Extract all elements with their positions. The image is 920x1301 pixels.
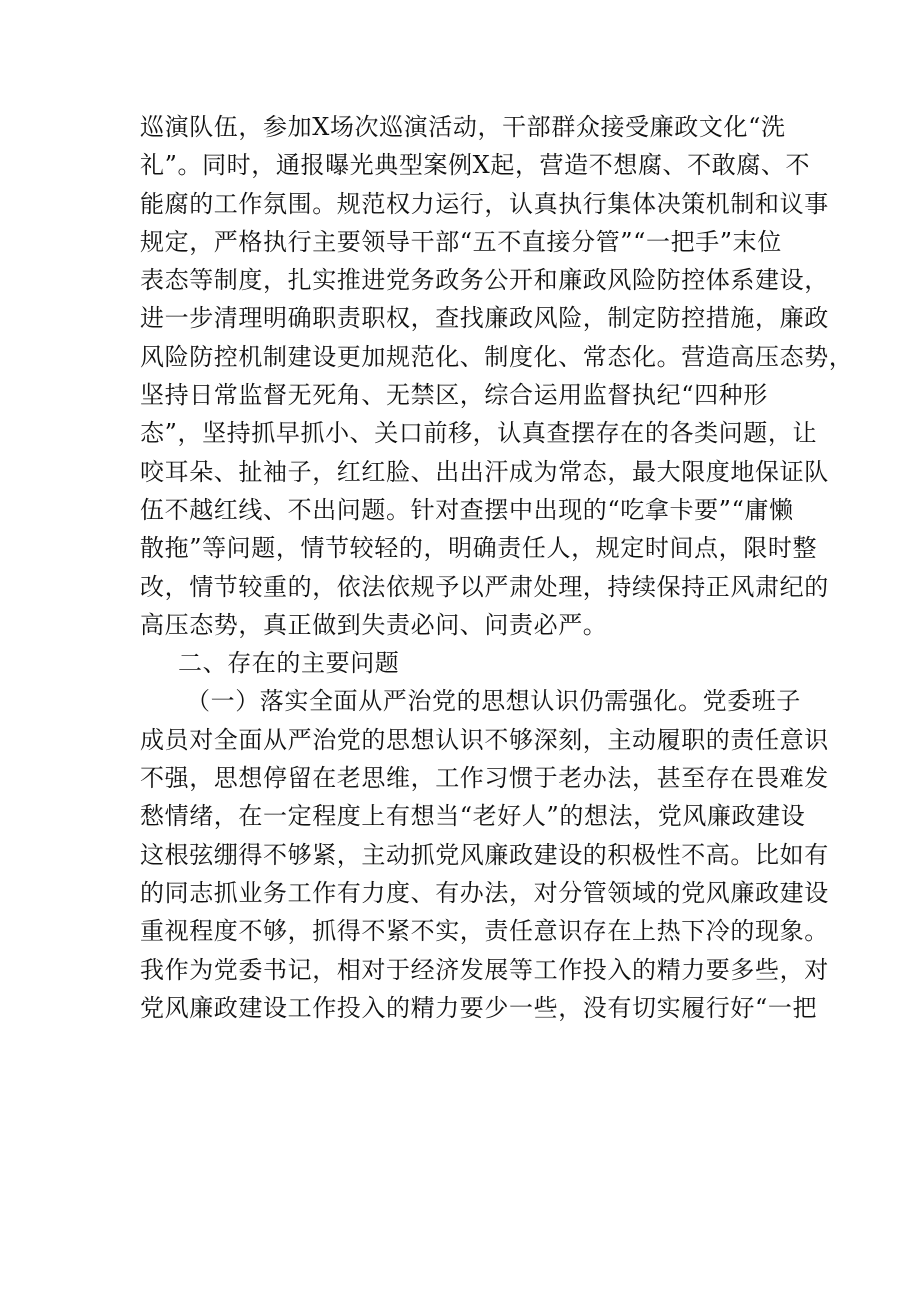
text-line: 成员对全面从严治党的思想认识不够深刻，主动履职的责任意识: [140, 725, 829, 754]
text-line: 咬耳朵、扯袖子，红红脸、出出汗成为常态，最大限度地保证队: [140, 457, 829, 486]
document-body: [140, 108, 854, 1027]
text-line: 能腐的工作氛围。规范权力运行，认真执行集体决策机制和议事: [140, 189, 829, 218]
paragraph-main-problems: [140, 682, 829, 1027]
text-line: （一）落实全面从严治党的思想认识仍需强化。党委班子: [186, 687, 801, 716]
text-line: 散拖”等问题，情节较轻的，明确责任人，规定时间点，限时整: [140, 534, 818, 563]
text-line: 伍不越红线、不出问题。针对查摆中出现的“吃拿卡要”“庸懒: [140, 495, 794, 524]
text-line: 风险防控机制建设更加规范化、制度化、常态化。营造高压态势，: [140, 342, 854, 371]
text-line: 巡演队伍，参加X场次巡演活动，干部群众接受廉政文化“洗: [140, 113, 786, 141]
text-line: 的同志抓业务工作有力度、有办法，对分管领域的党风廉政建设: [140, 878, 829, 907]
text-line: 高压态势，真正做到失责必问、问责必严。: [140, 610, 608, 639]
paragraph-discipline-measures: [140, 108, 854, 644]
text-line: 我作为党委书记，相对于经济发展等工作投入的精力要多些，对: [140, 955, 829, 984]
text-line: 进一步清理明确职责职权，查找廉政风险，制定防控措施，廉政: [140, 304, 829, 333]
text-line: 表态等制度，扎实推进党务政务公开和廉政风险防控体系建设，: [140, 266, 829, 295]
text-line: 重视程度不够，抓得不紧不实，责任意识存在上热下冷的现象。: [140, 917, 829, 946]
section-heading: 二、存在的主要问题: [178, 649, 400, 678]
text-line: 礼”。同时，通报曝光典型案例X起，营造不想腐、不敢腐、不: [140, 151, 811, 180]
text-line: 党风廉政建设工作投入的精力要少一些，没有切实履行好“一把: [140, 993, 818, 1022]
text-line: 不强，思想停留在老思维，工作习惯于老办法，甚至存在畏难发: [140, 764, 829, 793]
text-line: 坚持日常监督无死角、无禁区，综合运用监督执纪“四种形: [140, 381, 768, 410]
text-line: 改，情节较重的，依法依规予以严肃处理，持续保持正风肃纪的: [140, 572, 829, 601]
text-line: 规定，严格执行主要领导干部“五不直接分管”“一把手”末位: [140, 227, 782, 256]
text-line: 愁情绪，在一定程度上有想当“老好人”的想法，党风廉政建设: [140, 802, 806, 831]
text-line: 态”，坚持抓早抓小、关口前移，认真查摆存在的各类问题，让: [140, 419, 818, 448]
text-line: 这根弦绷得不够紧，主动抓党风廉政建设的积极性不高。比如有: [140, 840, 829, 869]
